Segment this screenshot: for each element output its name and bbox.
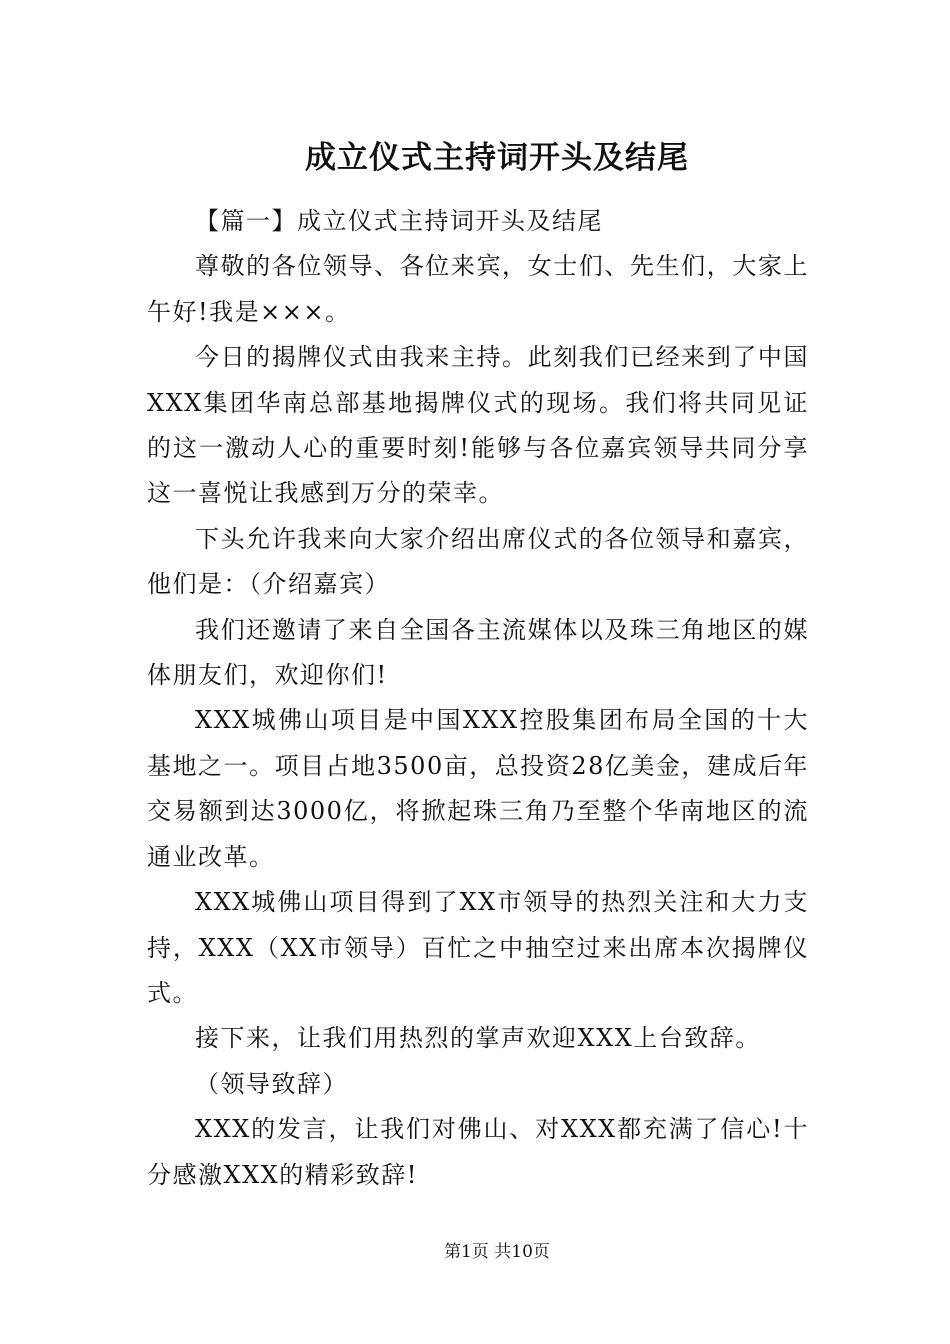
document-title: 成立仪式主持词开头及结尾	[305, 140, 689, 176]
paragraph: 尊敬的各位领导、各位来宾，女士们、先生们，大家上午好!我是×××。	[147, 252, 809, 326]
paragraph: XXX的发言，让我们对佛山、对XXX都充满了信心!十分感激XXX的精彩致辞!	[147, 1115, 809, 1189]
paragraph: 接下来，让我们用热烈的掌声欢迎XXX上台致辞。	[195, 1024, 761, 1053]
paragraph: 下头允许我来向大家介绍出席仪式的各位领导和嘉宾，他们是：（介绍嘉宾）	[147, 524, 809, 599]
paragraph: 今日的揭牌仪式由我来主持。此刻我们已经来到了中国XXX集团华南总部基地揭牌仪式的现场。我们将共同见证的这一激动人心的重要时刻!能够与各位嘉宾领导共同分享这一喜悦让我感到万分的荣幸。	[147, 343, 809, 508]
paragraph: XXX城佛山项目是中国XXX控股集团布局全国的十大基地之一。项目占地3500亩，总投资28亿美金，建成后年交易额到达3000亿，将掀起珠三角乃至整个华南地区的流通业改革。	[147, 706, 809, 871]
paragraph: （领导致辞）	[195, 1069, 348, 1098]
page-footer: 第1页 共10页	[444, 1242, 550, 1262]
section-heading: 【篇一】成立仪式主持词开头及结尾	[195, 207, 603, 235]
paragraph: XXX城佛山项目得到了XX市领导的热烈关注和大力支持，XXX（XX市领导）百忙之中抽空过来出席本次揭牌仪式。	[147, 888, 809, 1007]
document-body	[147, 199, 809, 1198]
paragraph: 我们还邀请了来自全国各主流媒体以及珠三角地区的媒体朋友们，欢迎你们!	[147, 615, 809, 690]
